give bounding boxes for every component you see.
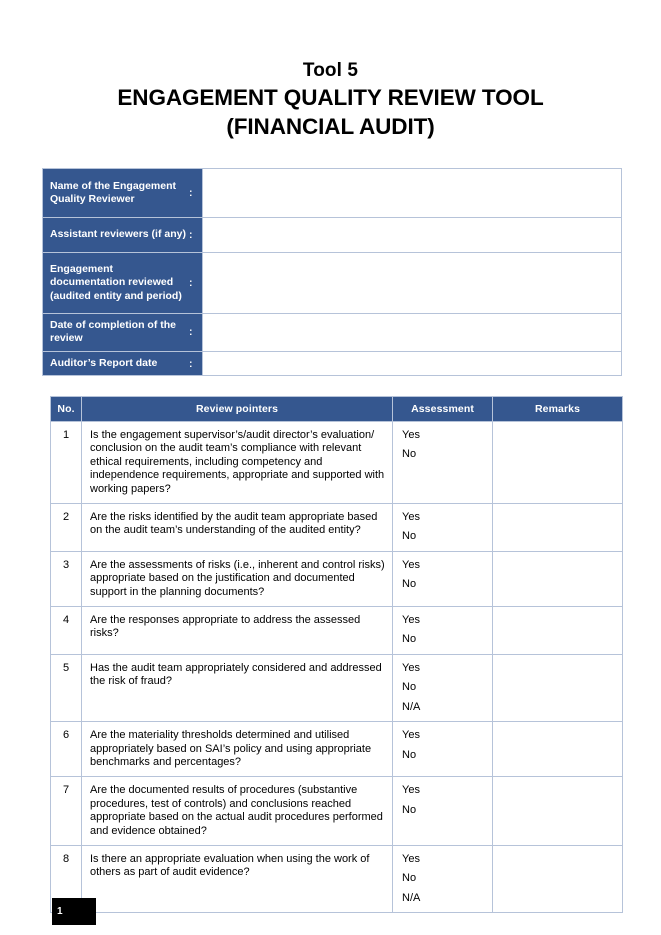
assessment-option[interactable]: N/A: [402, 700, 421, 713]
assessment-option[interactable]: No: [402, 578, 417, 591]
assessment-option[interactable]: No: [402, 633, 417, 646]
assessment-option[interactable]: No: [402, 530, 417, 543]
assessment-option[interactable]: Yes: [402, 729, 420, 742]
assessment-option[interactable]: Yes: [402, 852, 420, 865]
row-remarks[interactable]: [493, 654, 623, 721]
row-number: 6: [51, 722, 82, 777]
assessment-option[interactable]: Yes: [402, 784, 420, 797]
row-assessment-options: [393, 654, 493, 721]
info-row: [43, 351, 622, 375]
row-review-pointer: Has the audit team appropriately considered and addressed the risk of fraud?: [82, 654, 393, 721]
row-number: 8: [51, 845, 82, 912]
assessment-option[interactable]: No: [402, 803, 417, 816]
engagement-info-body: [43, 169, 622, 376]
row-assessment-options: [393, 504, 493, 552]
row-number: 5: [51, 654, 82, 721]
col-header-assessment: Assessment: [393, 397, 493, 422]
info-row-colon: :: [188, 351, 203, 375]
info-row-value[interactable]: [203, 253, 622, 314]
row-assessment-options: [393, 607, 493, 655]
assessment-option[interactable]: No: [402, 872, 417, 885]
review-pointers-table: [50, 396, 623, 913]
row-assessment-options: [393, 422, 493, 504]
row-review-pointer: Are the responses appropriate to address the assessed risks?: [82, 607, 393, 655]
row-number: 7: [51, 777, 82, 846]
assessment-option[interactable]: No: [402, 748, 417, 761]
row-remarks[interactable]: [493, 777, 623, 846]
page-title: [40, 58, 621, 141]
row-remarks[interactable]: [493, 504, 623, 552]
row-review-pointer: Are the materiality thresholds determined and utilised appropriately based on SAI’s policy and using appropriate benchmarks and percentages?: [82, 722, 393, 777]
info-row-value[interactable]: [203, 169, 622, 218]
assessment-option[interactable]: Yes: [402, 614, 420, 627]
info-row-label: Date of completion of the review: [43, 314, 189, 352]
row-remarks[interactable]: [493, 722, 623, 777]
info-row: [43, 169, 622, 218]
assessment-option[interactable]: N/A: [402, 891, 421, 904]
row-remarks[interactable]: [493, 845, 623, 912]
assessment-option[interactable]: Yes: [402, 661, 420, 674]
info-row-value[interactable]: [203, 314, 622, 352]
table-row: [51, 777, 623, 846]
row-number: 4: [51, 607, 82, 655]
table-row: [51, 654, 623, 721]
info-row-label: Auditor’s Report date: [43, 351, 189, 375]
info-row-colon: :: [188, 169, 203, 218]
col-header-review-pointers: Review pointers: [82, 397, 393, 422]
assessment-option[interactable]: No: [402, 681, 417, 694]
row-review-pointer: Are the risks identified by the audit team appropriate based on the audit team’s understanding of the audited entity?: [82, 504, 393, 552]
title-tool-number: Tool 5: [302, 60, 359, 81]
info-row-label: Engagement documentation reviewed (audited entity and period): [43, 253, 189, 314]
assessment-option[interactable]: No: [402, 448, 417, 461]
row-review-pointer: Are the assessments of risks (i.e., inherent and control risks) appropriate based on the justification and documented support in the planning documents?: [82, 551, 393, 606]
info-row-value[interactable]: [203, 218, 622, 253]
page-number-badge: [52, 898, 96, 925]
table-row: [51, 504, 623, 552]
col-header-remarks: Remarks: [493, 397, 623, 422]
review-table-head: [51, 397, 623, 422]
assessment-option[interactable]: Yes: [402, 511, 420, 524]
assessment-option[interactable]: Yes: [402, 558, 420, 571]
info-row-value[interactable]: [203, 351, 622, 375]
info-row-colon: :: [188, 253, 203, 314]
row-remarks[interactable]: [493, 422, 623, 504]
row-number: 3: [51, 551, 82, 606]
table-row: [51, 845, 623, 912]
row-assessment-options: [393, 777, 493, 846]
title-main: ENGAGEMENT QUALITY REVIEW TOOL: [117, 85, 544, 110]
info-row-label: Name of the Engagement Quality Reviewer: [43, 169, 189, 218]
title-subtitle: (FINANCIAL AUDIT): [226, 114, 435, 139]
col-header-no: No.: [51, 397, 82, 422]
info-row-colon: :: [188, 314, 203, 352]
review-table-body: [51, 422, 623, 913]
row-remarks[interactable]: [493, 551, 623, 606]
row-number: 2: [51, 504, 82, 552]
table-row: [51, 422, 623, 504]
assessment-option[interactable]: Yes: [402, 429, 420, 441]
row-assessment-options: [393, 551, 493, 606]
engagement-info-table: [42, 168, 622, 376]
info-row-label: Assistant reviewers (if any): [43, 218, 189, 253]
row-review-pointer: Are the documented results of procedures (substantive procedures, test of controls) and conclusions reached appropriate based on the actual audit procedures performed and evidence obtained?: [82, 777, 393, 846]
info-row: [43, 253, 622, 314]
row-review-pointer: Is there an appropriate evaluation when using the work of others as part of audit evidence?: [82, 845, 393, 912]
info-row: [43, 314, 622, 352]
row-assessment-options: [393, 845, 493, 912]
review-table-header-row: [51, 397, 623, 422]
table-row: [51, 722, 623, 777]
row-assessment-options: [393, 722, 493, 777]
table-row: [51, 551, 623, 606]
table-row: [51, 607, 623, 655]
row-remarks[interactable]: [493, 607, 623, 655]
info-row: [43, 218, 622, 253]
page-number-label: 1: [57, 906, 63, 917]
row-number: 1: [51, 422, 82, 504]
info-row-colon: :: [188, 218, 203, 253]
row-review-pointer: Is the engagement supervisor’s/audit director’s evaluation/ conclusion on the audit team’s compliance with relevant ethical requirements, including competency and independence requirements, appropriate and supported with working papers?: [82, 422, 393, 504]
